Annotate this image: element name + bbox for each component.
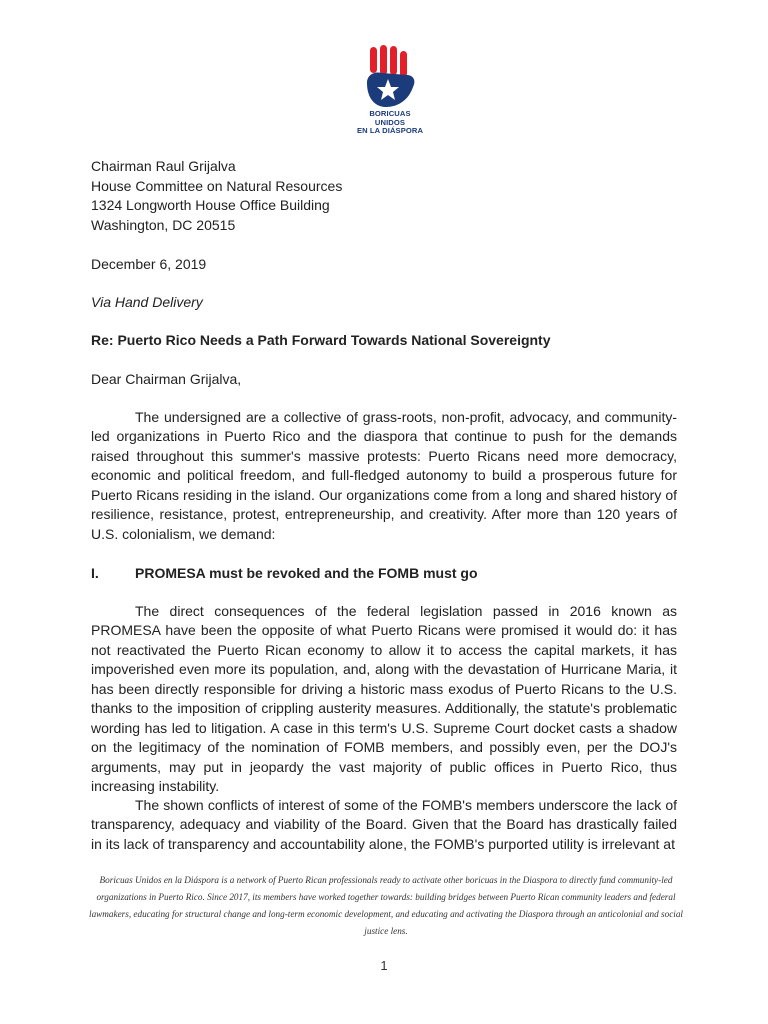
recipient-address: [91, 157, 342, 236]
logo-line-1: BORICUAS UNIDOS: [369, 109, 411, 127]
section-title: PROMESA must be revoked and the FOMB must go: [135, 565, 478, 581]
delivery-method: Via Hand Delivery: [91, 294, 203, 310]
raised-hand-flag-icon: [364, 45, 416, 109]
salutation: Dear Chairman Grijalva,: [91, 371, 242, 387]
section-heading: [91, 564, 478, 583]
page-number: 1: [380, 958, 388, 973]
body-paragraph-2: The direct consequences of the federal legislation passed in 2016 known as PROMESA have been the opposite of what Puerto Ricans were promised it would do: it has not reactivated the Puerto Rican economy to allow it to access the capital markets, it has impoverished even more its population, and, along with the devastation of Hurricane Maria, it has been directly responsible for driving a historic mass exodus of Puerto Ricans to the U.S. thanks to the imposition of crippling austerity measures. Additionally, the statute's problematic wording has led to litigation. A case in this term's U.S. Supreme Court docket casts a shadow on the legitimacy of the nomination of FOMB members, and possibly even, per the DOJ's arguments, may put in jeopardy the vast majority of public offices in Puerto Rico, thus increasing instability.: [91, 603, 677, 795]
recipient-building: 1324 Longworth House Office Building: [91, 197, 330, 214]
body-paragraph-1: The undersigned are a collective of grass-roots, non-profit, advocacy, and community-led organizations in Puerto Rico and the diaspora that continue to push for the demands raised throughout this summer's massive protests: Puerto Ricans need more democracy, economic and political freedom, and full-fledged autonomy to build a prosperous future for Puerto Ricans residing in the island. Our organizations come from a long and shared history of resilience, resistance, protest, entrepreneurship, and creativity. After more than 120 years of U.S. colonialism, we demand:: [91, 409, 677, 542]
footer-note: Boricuas Unidos en la Diáspora is a network of Puerto Rican professionals ready to activate other boricuas in the Diaspora to directly fund community-led organizations in Puerto Rico. Since 2017, its members have worked together towards: building bridges between Puerto Rican community leaders and federal lawmakers, educating for structural change and long-term economic development, and educating and activating the Diaspora through an anticolonial and social justice lens.: [89, 875, 683, 936]
logo-line-2: EN LA DIÁSPORA: [356, 126, 424, 135]
body-paragraph-3: The shown conflicts of interest of some of the FOMB's members underscore the lack of transparency, adequacy and viability of the Board. Given that the Board has drastically failed in its lack of transparency and accountability alone, the FOMB's purported utility is irrelevant at: [91, 797, 677, 852]
subject-line: Re: Puerto Rico Needs a Path Forward Towards National Sovereignty: [91, 332, 551, 348]
recipient-city: Washington, DC 20515: [91, 217, 236, 234]
section-number: I.: [91, 565, 99, 581]
logo-wordmark: [355, 110, 425, 136]
letter-date: December 6, 2019: [91, 256, 207, 272]
recipient-name: Chairman Raul Grijalva: [91, 158, 236, 174]
recipient-committee: House Committee on Natural Resources: [91, 177, 343, 194]
organization-logo: [355, 45, 425, 133]
